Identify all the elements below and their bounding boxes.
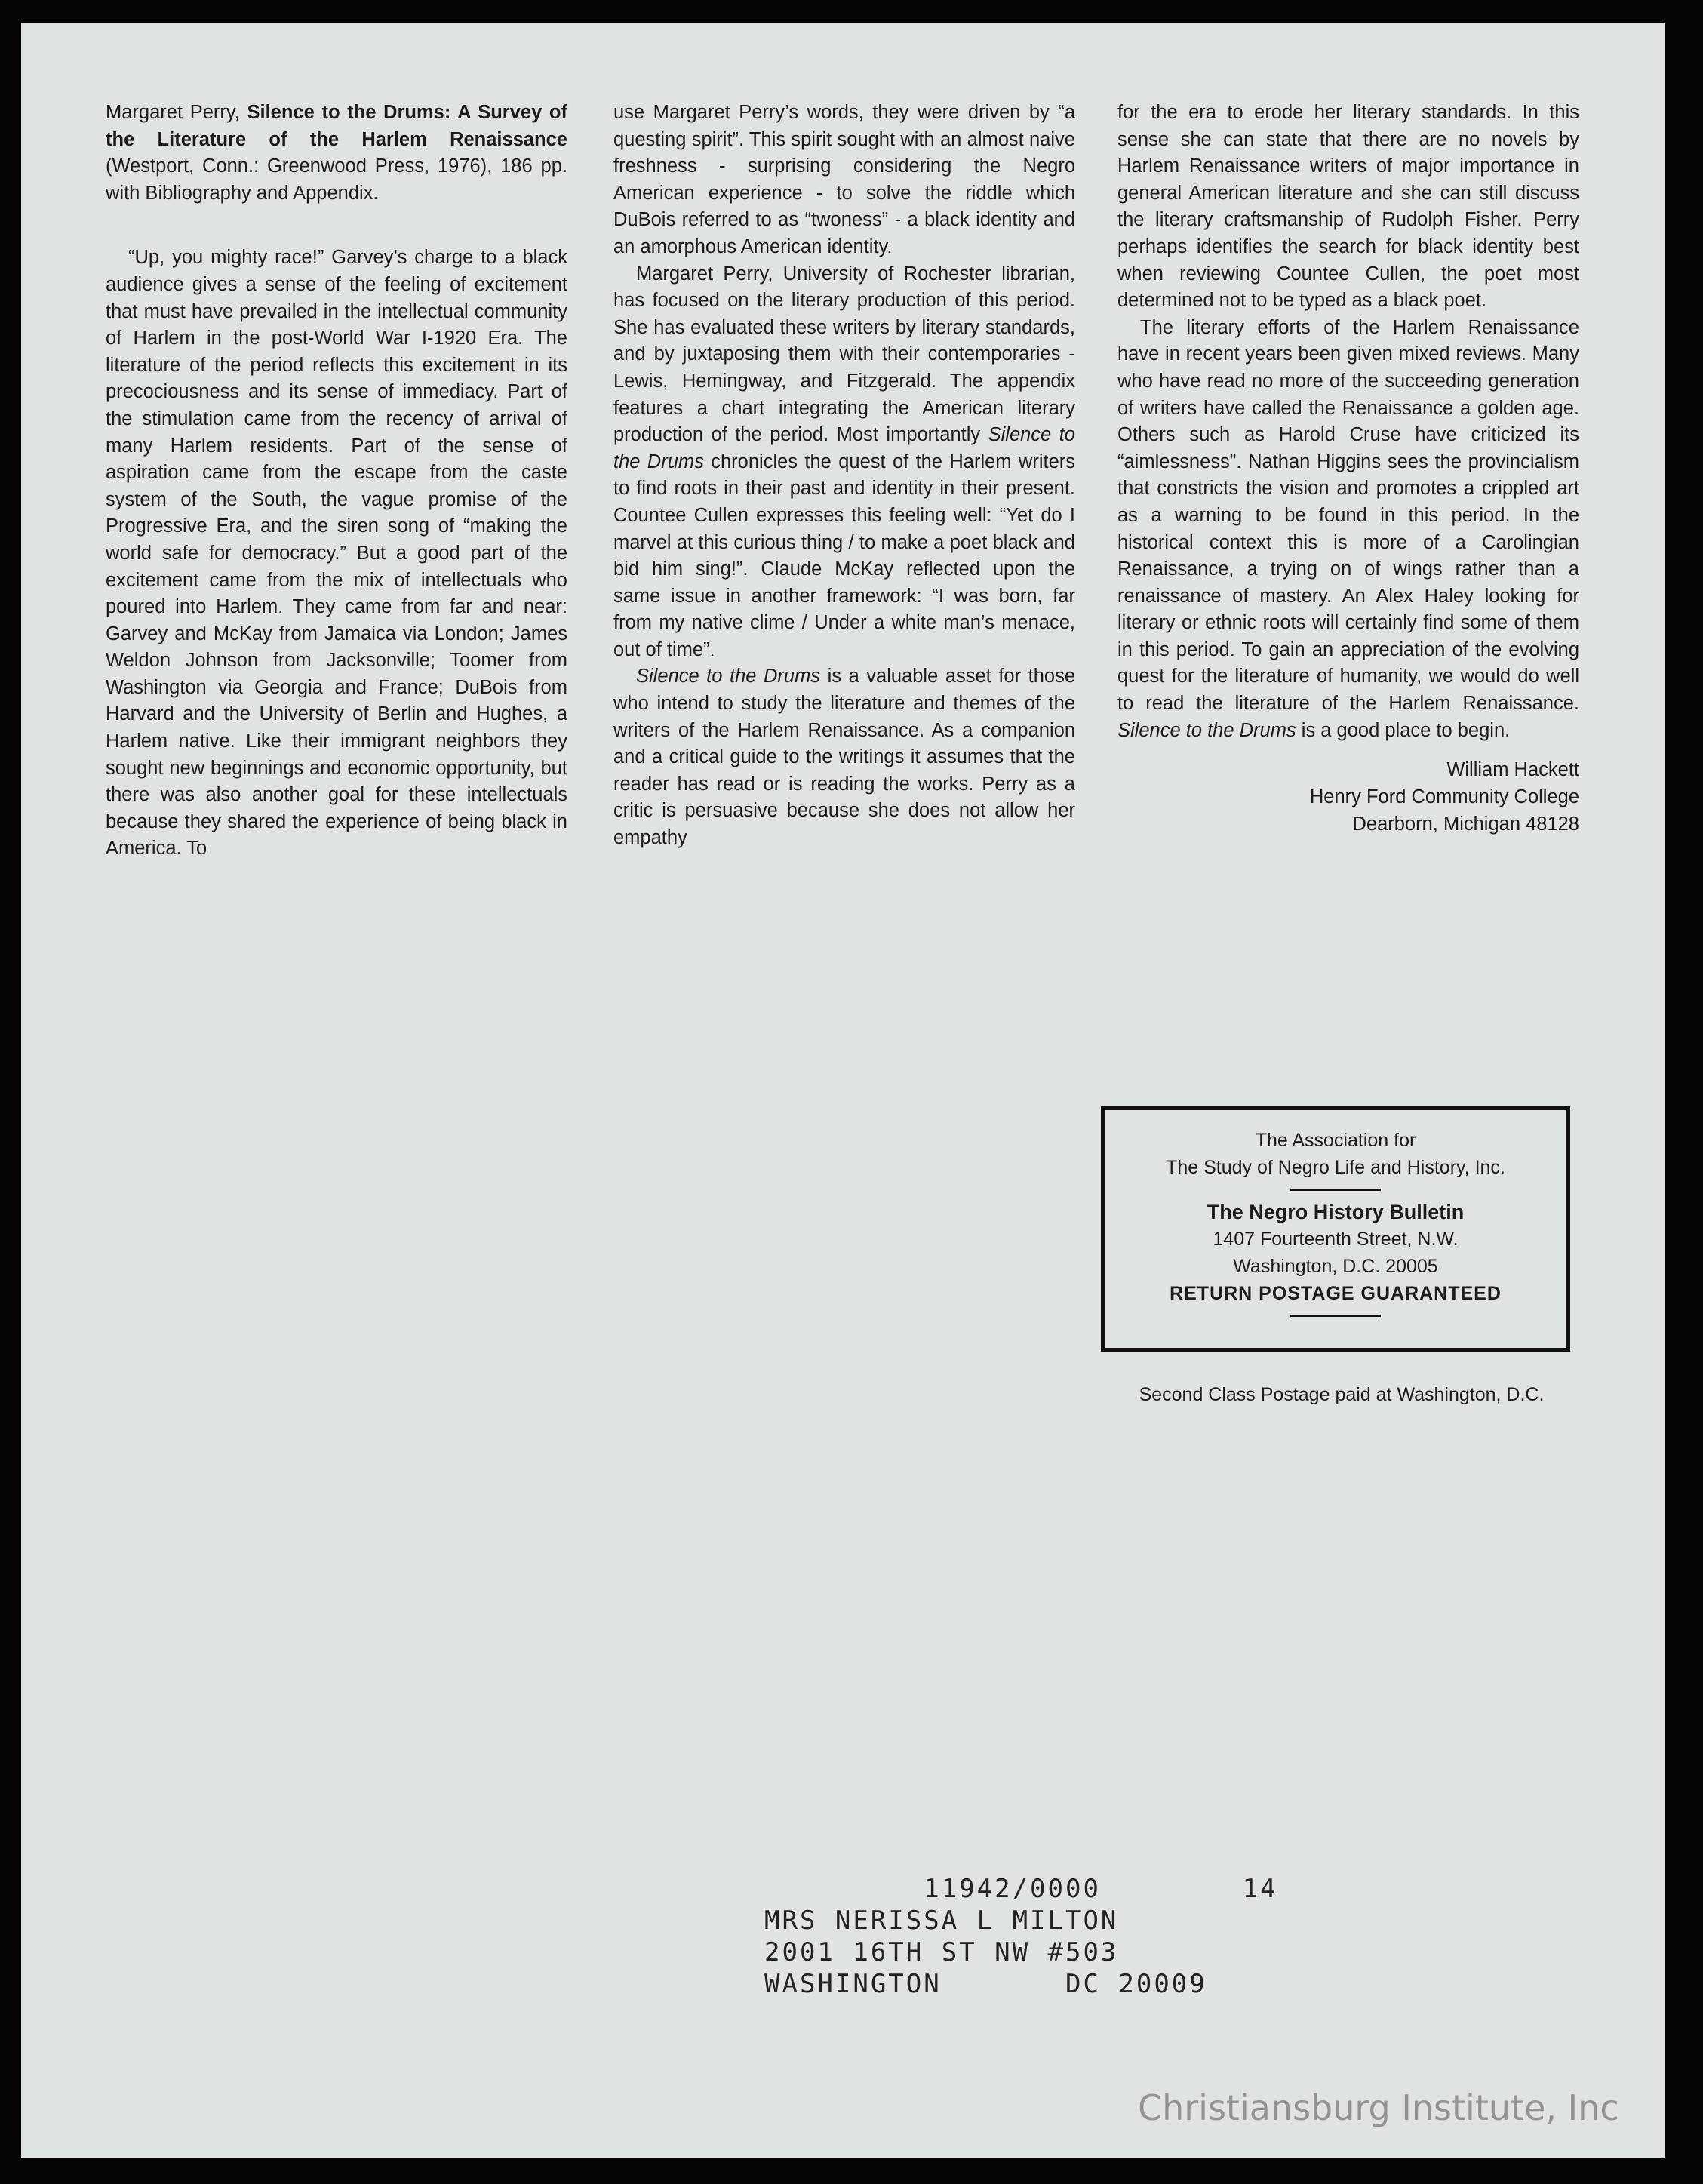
column-2 [613,100,1075,852]
association-line-1: The Association for [1255,1130,1416,1151]
review-paragraph: The literary efforts of the Harlem Renaissance have in recent years been given mixed reviews. Many who have read no more of the succeeding generation of writers have called the Renaissance a golden age. Others such as Harold Cruse have criticized its “aimlessness”. Nathan Higgins sees the provincialism that constricts the vision and promotes a crippled art as a warning to be found in this period. In the historical context this is more of a Carolingian Renaissance, a trying on of wings rather than a renaissance of mastery. An Alex Haley looking for literary or ethnic roots will certainly find some of them in this period. To gain an appreciation of the evolving quest for the literature of humanity, we would do well to read the literature of the Harlem Renaissance. Silence to the Drums is a good place to begin. [1117,316,1579,741]
citation-title: Silence to the Drums: A Survey of the Literature of the Harlem Renaissance [106,102,567,150]
association-line-2: The Study of Negro Life and History, Inc. [1166,1157,1505,1178]
city-address: Washington, D.C. 20005 [1233,1256,1438,1277]
review-paragraph: for the era to erode her literary standards. In this sense she can state that there are no novels by Harlem Renaissance writers of major importance in general American literature and she can still discuss the literary craftsmanship of Rudolph Fisher. Perry perhaps identifies the search for black identity best when reviewing Countee Cullen, the poet most determined not to be typed as a black poet. [1117,102,1579,312]
reviewer-college: Henry Ford Community College [1309,786,1579,808]
label-line-2: MRS NERISSA L MILTON [764,1906,1119,1936]
review-paragraph: use Margaret Perry’s words, they were driven by “a questing spirit”. This spirit sought with an almost naive freshness - surprising considering the Negro American experience - to solve the riddle which DuBois referred to as “twoness” - a black identity and an amorphous American identity. [613,102,1075,257]
reviewer-city: Dearborn, Michigan 48128 [1352,814,1579,835]
review-paragraph: Silence to the Drums is a valuable asset for those who intend to study the literature and themes of the writers of the Harlem Renaissance. As a companion and a critical guide to the writings it assumes that the reader has read or is reading the works. Perry as a critic is persuasive because she does not allow her empathy [613,666,1075,849]
publication-title: The Negro History Bulletin [1207,1201,1465,1223]
document-page [21,23,1665,2158]
column-1 [106,100,567,863]
street-address: 1407 Fourteenth Street, N.W. [1213,1229,1459,1250]
reviewer-signature [1117,756,1579,838]
book-title: Silence to the Drums [636,666,821,687]
return-notice: RETURN POSTAGE GUARANTEED [1170,1283,1502,1304]
address-label [764,1873,1278,2000]
postage-note: Second Class Postage paid at Washington, D.C. [1139,1384,1545,1405]
book-title: Silence to the Drums [1117,719,1296,741]
review-paragraph: Margaret Perry, University of Rochester librarian, has focused on the literary production of this period. She has evaluated these writers by literary standards, and by juxtaposing them with their contemporaries - Lewis, Hemingway, and Fitzgerald. The appendix features a chart integrating the American literary production of the period. Most importantly Silence to the Drums chronicles the quest of the Harlem writers to find roots in their past and identity in their present. Countee Cullen expresses this feeling well: “Yet do I marvel at this curious thing / to make a poet black and bid him sing!”. Claude McKay reflected upon the same issue in another framework: “I was born, far from my native clime / Under a white man’s menace, out of time”. [613,263,1075,660]
watermark: Christiansburg Institute, Inc [1138,2087,1619,2128]
review-paragraph: “Up, you mighty race!” Garvey’s charge to a black audience gives a sense of the feeling of excitement that must have prevailed in the intellectual community of Harlem in the post-World War I-1920 Era. The literature of the period reflects this excitement in its precociousness and its sense of immediacy. Part of the stimulation came from the recency of arrival of many Harlem residents. Part of the sense of aspiration came from the escape from the caste system of the South, the vague promise of the Progressive Era, and the siren song of “making the world safe for democracy.” But a good part of the excitement came from the mix of intellectuals who poured into Harlem. They came from far and near: Garvey and McKay from Jamaica via London; James Weldon Johnson from Jacksonville; Toomer from Washington via Georgia and France; DuBois from Harvard and the University of Berlin and Hughes, a Harlem native. Like their immigrant neighbors they sought new beginnings and economic opportunity, but there was also another goal for these intellectuals because they shared the experience of being black in America. To [106,247,567,860]
divider [1290,1189,1381,1191]
citation-author: Margaret Perry, [106,102,247,123]
label-line-1: 11942/0000 14 [764,1874,1278,1904]
book-citation [106,100,567,207]
divider [1290,1315,1381,1317]
label-line-4: WASHINGTON DC 20009 [764,1969,1207,1999]
mailing-box [1101,1106,1570,1352]
column-3 [1117,100,1579,838]
reviewer-name: William Hackett [1446,759,1579,781]
book-title: Silence to the Drums [613,424,1075,472]
label-line-3: 2001 16TH ST NW #503 [764,1937,1119,1967]
citation-details: (Westport, Conn.: Greenwood Press, 1976), 186 pp. with Bibliography and Appendix. [106,155,567,204]
